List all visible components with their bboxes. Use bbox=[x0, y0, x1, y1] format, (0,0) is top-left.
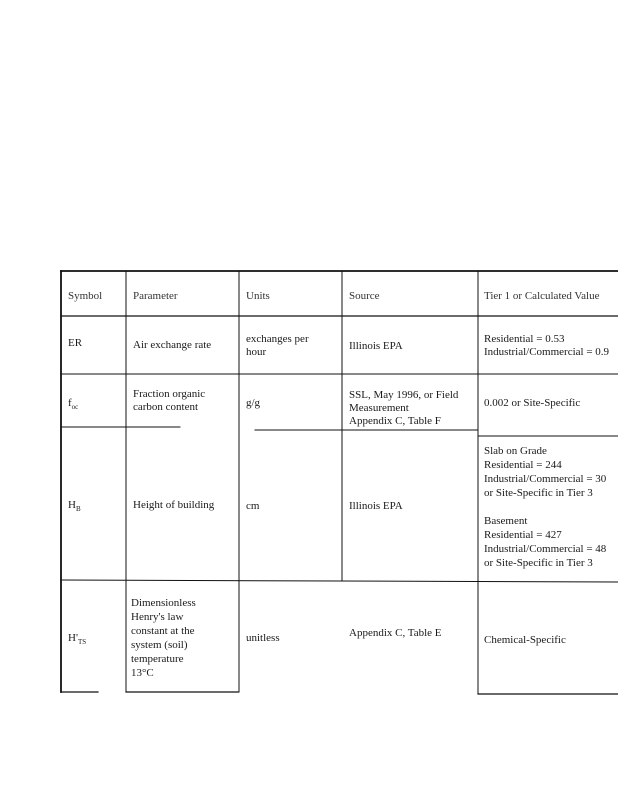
row-hb-value-line-3: Industrial/Commercial = 30 bbox=[484, 473, 607, 485]
header-units: Units bbox=[246, 290, 270, 302]
row-hb-parameter: Height of building bbox=[133, 499, 215, 511]
row-foc-source-line-3: Appendix C, Table F bbox=[349, 415, 441, 427]
header-source: Source bbox=[349, 290, 380, 302]
row-hts-symbol bbox=[68, 632, 86, 649]
row-foc-parameter-line-1: Fraction organic bbox=[133, 388, 206, 400]
row-hb-value-line-8: or Site-Specific in Tier 3 bbox=[484, 557, 593, 569]
row-er-symbol: ER bbox=[68, 337, 83, 349]
row-hb-units: cm bbox=[246, 500, 260, 512]
row-foc-units: g/g bbox=[246, 397, 261, 409]
header-symbol: Symbol bbox=[68, 290, 103, 302]
row-hts-parameter-line-5: temperature bbox=[131, 653, 184, 665]
row-hts-parameter-line-1: Dimensionless bbox=[131, 597, 196, 609]
row-hts-value: Chemical-Specific bbox=[484, 634, 566, 646]
row-foc-source-line-2: Measurement bbox=[349, 402, 409, 414]
row-foc-parameter-line-2: carbon content bbox=[133, 401, 199, 413]
row-hb-symbol bbox=[68, 499, 81, 516]
row-foc-value: 0.002 or Site-Specific bbox=[484, 397, 581, 409]
row-hb-value-line-2: Residential = 244 bbox=[484, 459, 562, 471]
row-foc-source-line-1: SSL, May 1996, or Field bbox=[349, 389, 459, 401]
row-er-source: Illinois EPA bbox=[349, 340, 403, 352]
row-foc-symbol bbox=[68, 397, 78, 414]
row-hb-symbol-main: H bbox=[68, 499, 76, 511]
row-hb-value-line-6: Residential = 427 bbox=[484, 529, 562, 541]
row-hts-units: unitless bbox=[246, 632, 280, 644]
row-hb-value-line-4: or Site-Specific in Tier 3 bbox=[484, 487, 593, 499]
row-er-value-line-1: Residential = 0.53 bbox=[484, 333, 565, 345]
row-er-parameter: Air exchange rate bbox=[133, 339, 212, 351]
row-hb-value-line-1: Slab on Grade bbox=[484, 445, 547, 457]
row-er-value-line-2: Industrial/Commercial = 0.9 bbox=[484, 346, 610, 358]
row-hb-source: Illinois EPA bbox=[349, 500, 403, 512]
header-parameter: Parameter bbox=[133, 290, 178, 302]
row-hts-parameter-line-3: constant at the bbox=[131, 625, 195, 637]
row-hb-value-line-7: Industrial/Commercial = 48 bbox=[484, 543, 607, 555]
row-er-units-line-2: hour bbox=[246, 346, 267, 358]
row-hts-symbol-main: H' bbox=[68, 632, 78, 644]
row-hts-parameter-line-4: system (soil) bbox=[131, 639, 188, 651]
row-hts-parameter-line-2: Henry's law bbox=[131, 611, 184, 623]
row-er-units-line-1: exchanges per bbox=[246, 333, 309, 345]
header-value: Tier 1 or Calculated Value bbox=[484, 290, 600, 302]
row-hb-symbol-sub: B bbox=[75, 505, 81, 514]
row-hb-value-line-5: Basement bbox=[484, 515, 528, 527]
row-foc-symbol-sub: oc bbox=[71, 403, 79, 412]
row-foc-symbol-main: f bbox=[68, 397, 72, 409]
row-hts-symbol-sub: TS bbox=[77, 638, 87, 647]
row-hts-source: Appendix C, Table E bbox=[349, 627, 442, 639]
row-hts-parameter-line-6: 13°C bbox=[131, 667, 154, 679]
